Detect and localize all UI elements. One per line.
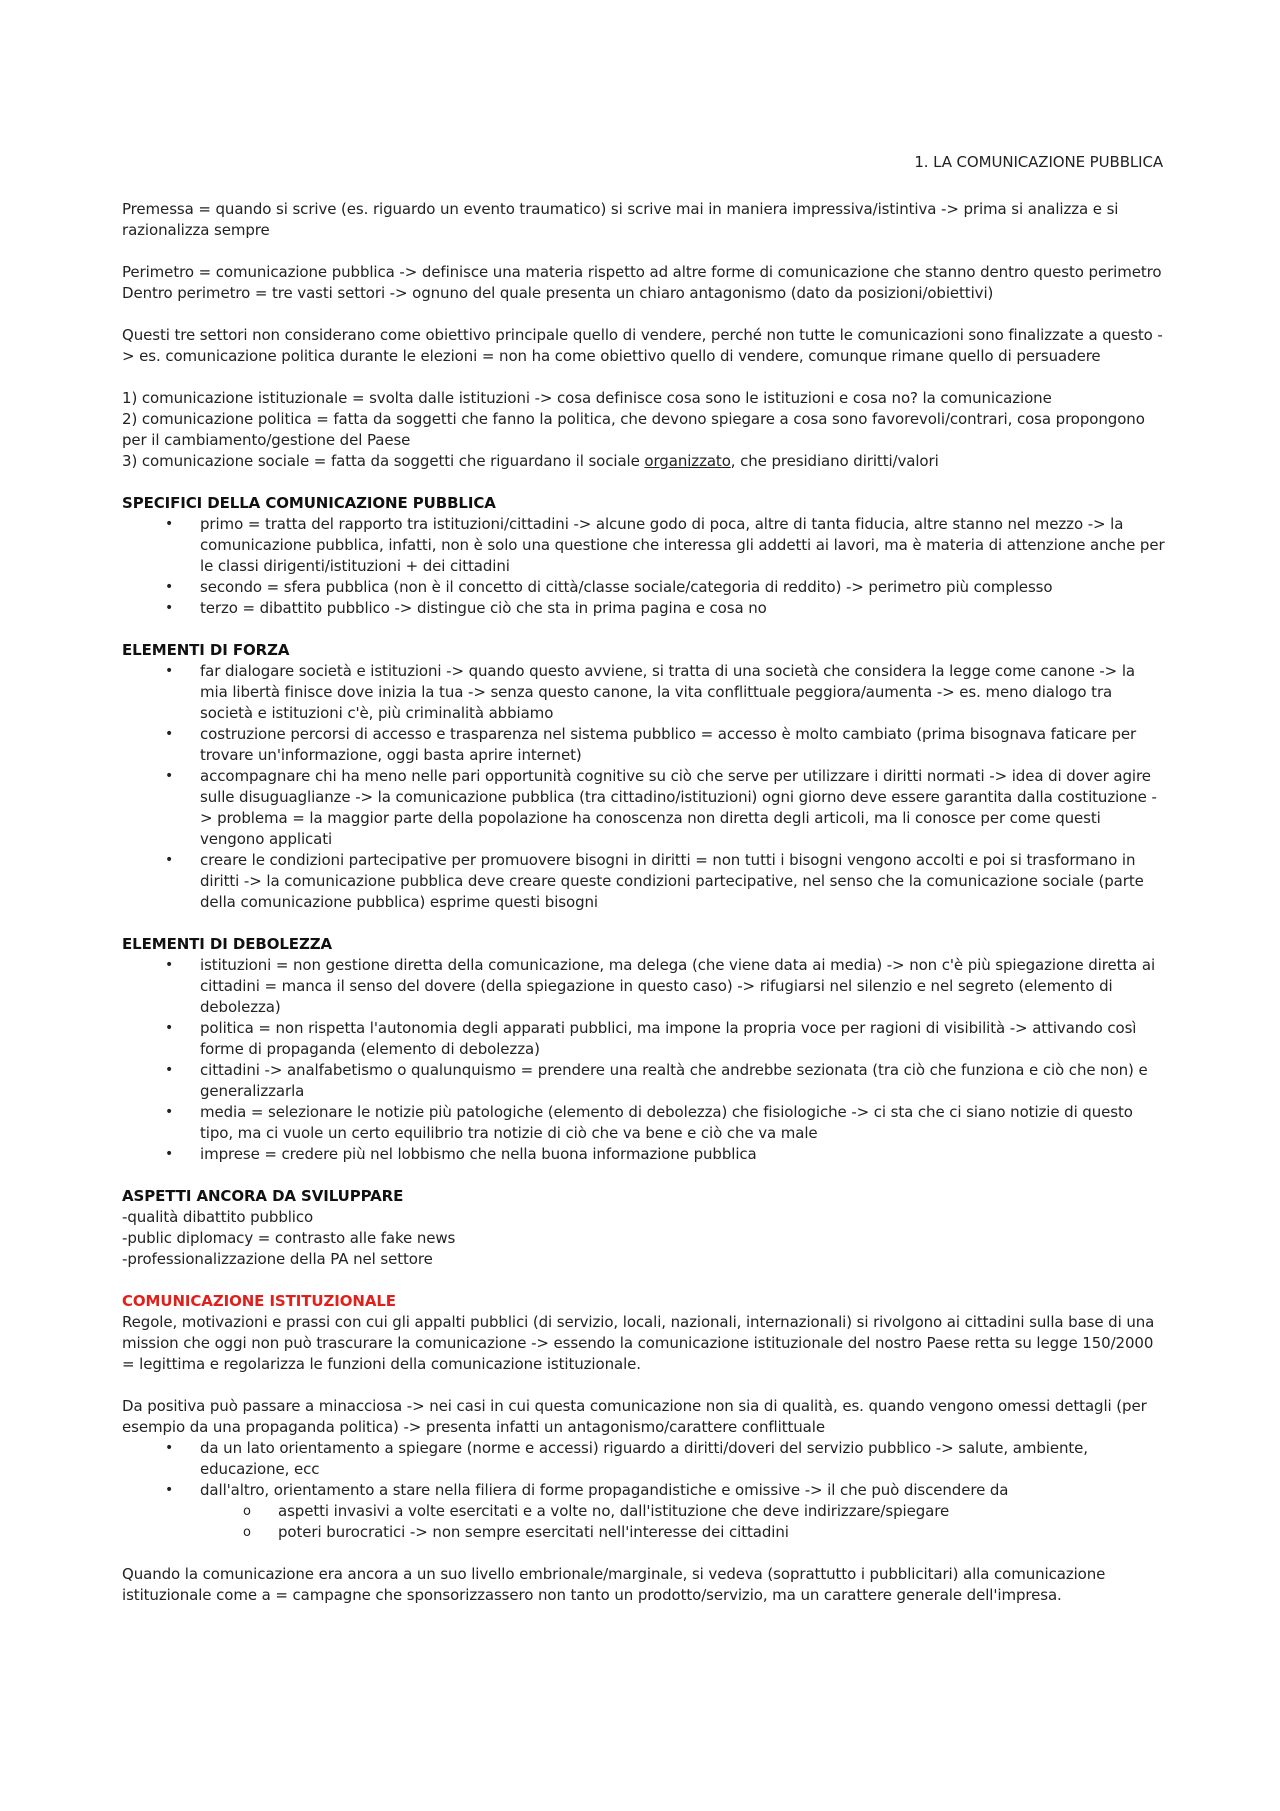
list-item: • politica = non rispetta l'autonomia degli apparati pubblici, ma impone la propria voce per ragioni di visibilità -> attivando così forme di propaganda (elemento di debolezza) [122, 1018, 1167, 1060]
section-heading-specifici: SPECIFICI DELLA COMUNICAZIONE PUBBLICA [122, 494, 496, 512]
list-item [122, 1480, 1167, 1501]
istituzionale-paragraph-1: Regole, motivazioni e prassi con cui gli appalti pubblici (di servizio, locali, nazionali, internazionali) si rivolgono ai cittadini sulla base di una mission che oggi non può trascurare la comunicazione -> essendo la comunicazione istituzionale del nostro Paese retta su legge 150/2000 = legittima e regolarizza le funzioni della comunicazione istituzionale. [122, 1313, 1155, 1373]
numbered-item-3 [122, 451, 1167, 472]
list-item: • terzo = dibattito pubblico -> distingue ciò che sta in prima pagina e cosa no [122, 598, 1167, 619]
sub-list-item: o aspetti invasivi a volte esercitati e a volte no, dall'istituzione che deve indirizzare/spiegare [122, 1501, 1167, 1522]
premessa-paragraph: Premessa = quando si scrive (es. riguardo un evento traumatico) si scrive mai in maniera impressiva/istintiva -> prima si analizza e si razionalizza sempre [122, 200, 1119, 239]
section-heading-aspetti: ASPETTI ANCORA DA SVILUPPARE [122, 1187, 404, 1205]
numbered-item-1: 1) comunicazione istituzionale = svolta dalle istituzioni -> cosa definisce cosa sono le istituzioni e cosa no? la comunicazione [122, 389, 1052, 407]
istituzionale-sublist [122, 1501, 1167, 1543]
dentro-perimetro-paragraph: Dentro perimetro = tre vasti settori -> ognuno del quale presenta un chiaro antagonismo (dato da posizioni/obiettivi) [122, 284, 994, 302]
forza-list [122, 661, 1167, 913]
section-heading-istituzionale: COMUNICAZIONE ISTITUZIONALE [122, 1292, 396, 1310]
list-item: • accompagnare chi ha meno nelle pari opportunità cognitive su ciò che serve per utilizzare i diritti normati -> idea di dover agire sulle disuguaglianze -> la comunicazione pubblica (tra cittadino/istituzioni) ogni giorno deve essere garantita dalla costituzione -> problema = la maggior parte della popolazione ha conoscenza non diretta degli articoli, ma li conosce per come questi vengono applicati [122, 766, 1167, 850]
list-item: • primo = tratta del rapporto tra istituzioni/cittadini -> alcune godo di poca, altre di tanta fiducia, altre stanno nel mezzo -> la comunicazione pubblica, infatti, non è solo una questione che interessa gli addetti ai lavori, ma è materia di attenzione anche per le classi dirigenti/istituzioni + dei cittadini [122, 514, 1167, 577]
aspetti-line: -qualità dibattito pubblico [122, 1208, 314, 1226]
sub-list-item: o poteri burocratici -> non sempre esercitati nell'interesse dei cittadini [122, 1522, 1167, 1543]
numbered-item-3-tail: , che presidiano diritti/valori [730, 452, 939, 470]
settori-paragraph: Questi tre settori non considerano come obiettivo principale quello di vendere, perché non tutte le comunicazioni sono finalizzate a questo -> es. comunicazione politica durante le elezioni = non ha come obiettivo quello di vendere, comunque rimane quello di persuadere [122, 326, 1163, 365]
istituzionale-paragraph-3: Quando la comunicazione era ancora a un suo livello embrionale/marginale, si vedeva (soprattutto i pubblicitari) alla comunicazione istituzionale come a = campagne che sponsorizzassero non tanto un prodotto/servizio, ma un carattere generale dell'impresa. [122, 1565, 1106, 1604]
list-item: • costruzione percorsi di accesso e trasparenza nel sistema pubblico = accesso è molto cambiato (prima bisognava faticare per trovare un'informazione, oggi basta aprire internet) [122, 724, 1167, 766]
section-heading-debolezza: ELEMENTI DI DEBOLEZZA [122, 935, 333, 953]
istituzionale-list [122, 1438, 1167, 1501]
document-body [122, 199, 1167, 1606]
underlined-word: organizzato [644, 452, 731, 470]
istituzionale-paragraph-2: Da positiva può passare a minacciosa -> nei casi in cui questa comunicazione non sia di qualità, es. quando vengono omessi dettagli (per esempio da una propaganda politica) -> presenta infatti un antagonismo/carattere conflittuale [122, 1397, 1147, 1436]
debolezza-list [122, 955, 1167, 1165]
specifici-list [122, 514, 1167, 619]
list-item: • media = selezionare le notizie più patologiche (elemento di debolezza) che fisiologiche -> ci sta che ci siano notizie di questo tipo, ma ci vuole un certo equilibrio tra notizie di ciò che va bene e ciò che va male [122, 1102, 1167, 1144]
list-item-text: dall'altro, orientamento a stare nella filiera di forme propagandistiche e omissive -> il che può discendere da [200, 1481, 1009, 1499]
list-item: • imprese = credere più nel lobbismo che nella buona informazione pubblica [122, 1144, 1167, 1165]
list-item: • istituzioni = non gestione diretta della comunicazione, ma delega (che viene data ai media) -> non c'è più spiegazione diretta ai cittadini = manca il senso del dovere (della spiegazione in questo caso) -> rifugiarsi nel silenzio e nel segreto (elemento di debolezza) [122, 955, 1167, 1018]
list-item: • cittadini -> analfabetismo o qualunquismo = prendere una realtà che andrebbe sezionata (tra ciò che funziona e ciò che non) e generalizzarla [122, 1060, 1167, 1102]
numbered-item-2: 2) comunicazione politica = fatta da soggetti che fanno la politica, che devono spiegare a cosa sono favorevoli/contrari, cosa propongono per il cambiamento/gestione del Paese [122, 410, 1145, 449]
aspetti-line: -public diplomacy = contrasto alle fake news [122, 1229, 456, 1247]
page-title: 1. LA COMUNICAZIONE PUBBLICA [914, 153, 1163, 171]
numbered-item-3-text: 3) comunicazione sociale = fatta da soggetti che riguardano il sociale [122, 452, 645, 470]
list-item: • creare le condizioni partecipative per promuovere bisogni in diritti = non tutti i bisogni vengono accolti e poi si trasformano in diritti -> la comunicazione pubblica deve creare queste condizioni partecipative, nel senso che la comunicazione sociale (parte della comunicazione pubblica) esprime questi bisogni [122, 850, 1167, 913]
aspetti-line: -professionalizzazione della PA nel settore [122, 1250, 433, 1268]
list-item: • da un lato orientamento a spiegare (norme e accessi) riguardo a diritti/doveri del servizio pubblico -> salute, ambiente, educazione, ecc [122, 1438, 1167, 1480]
perimetro-paragraph: Perimetro = comunicazione pubblica -> definisce una materia rispetto ad altre forme di comunicazione che stanno dentro questo perimetro [122, 263, 1162, 281]
list-item: • secondo = sfera pubblica (non è il concetto di città/classe sociale/categoria di reddito) -> perimetro più complesso [122, 577, 1167, 598]
section-heading-forza: ELEMENTI DI FORZA [122, 641, 290, 659]
list-item: • far dialogare società e istituzioni -> quando questo avviene, si tratta di una società che considera la legge come canone -> la mia libertà finisce dove inizia la tua -> senza questo canone, la vita conflittuale peggiora/aumenta -> es. meno dialogo tra società e istituzioni c'è, più criminalità abbiamo [122, 661, 1167, 724]
